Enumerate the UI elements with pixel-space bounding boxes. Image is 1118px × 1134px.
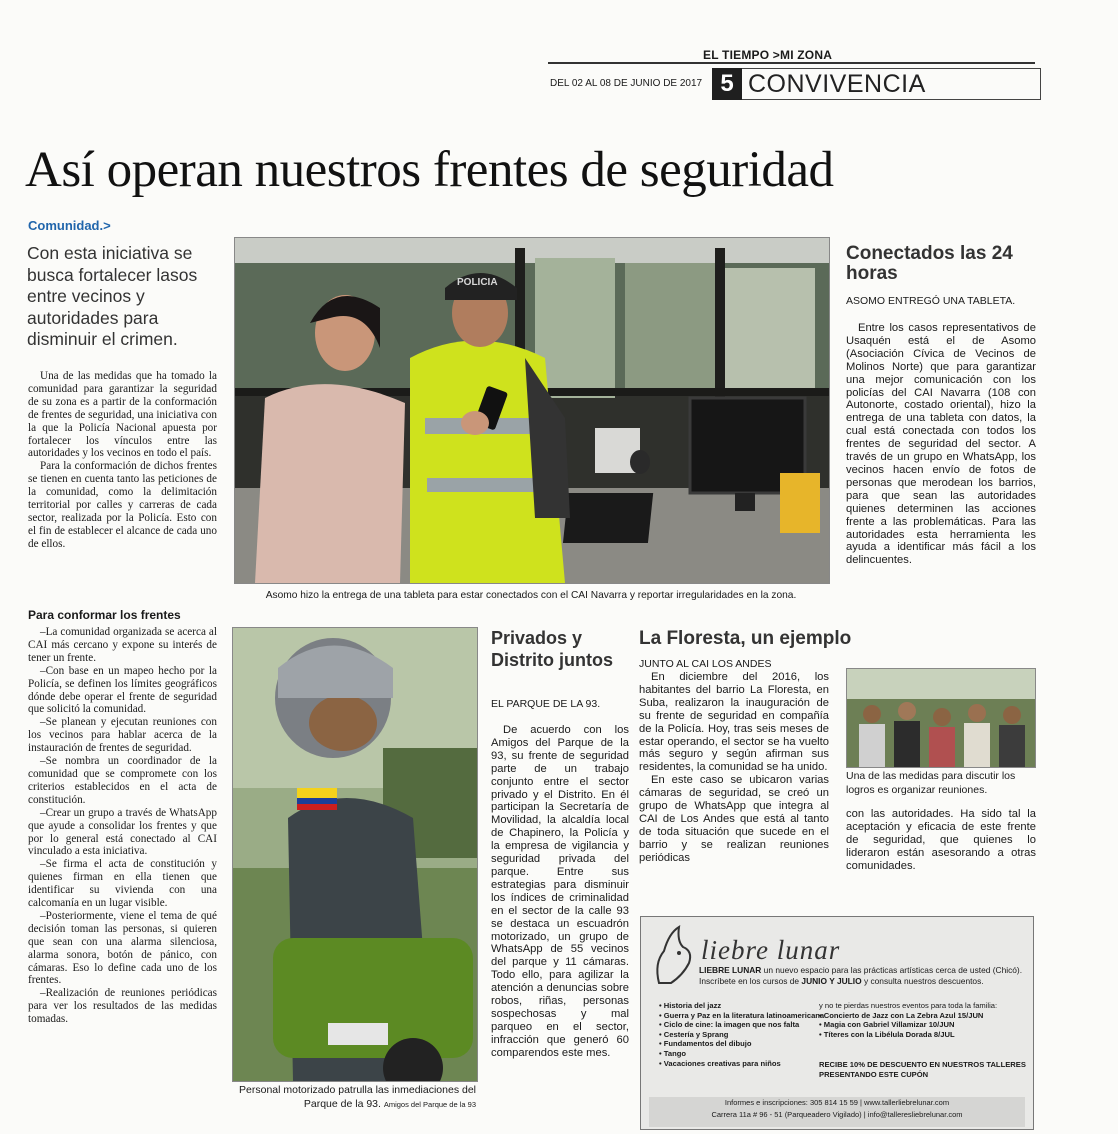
ad-footer bbox=[649, 1097, 1025, 1127]
photo-motorized-police-illustration bbox=[233, 628, 477, 1081]
ad-contact: Informes e inscripciones: 305 814 15 59 | www.tallerliebrelunar.com bbox=[724, 1098, 950, 1107]
step-item: –Realización de reuniones periódicas para ver los resultados de las medidas tomadas. bbox=[28, 987, 217, 1026]
box-floresta-continuation bbox=[846, 808, 1036, 873]
step-item: –Se planean y ejecutan reuniones con los vecinos para hablar acerca de la instauración de frentes de seguridad. bbox=[28, 716, 217, 755]
ad-event-item: • Magia con Gabriel Villamizar 10/JUN bbox=[819, 1020, 955, 1030]
box-privados-text bbox=[491, 724, 629, 1060]
box-floresta-paragraph: En este caso se ubicaron varias cámaras de seguridad, se creó un grupo de WhatsApp que integra al CAI de Los Andes que está al tanto de toda situación que sucede en el barrio y se realizan reuniones periódicas bbox=[639, 774, 829, 864]
photo-cai-tablet bbox=[234, 237, 830, 584]
box-floresta-continuation-paragraph: con las autoridades. Ha sido tal la aceptación y eficacia de este frente de seguridad, que quienes lo lideraron están asesorando a otras comunidades. bbox=[846, 808, 1036, 872]
section-name: CONVIVENCIA bbox=[742, 68, 1041, 100]
ad-brand: LIEBRE LUNAR bbox=[699, 965, 762, 975]
ad-intro-text: un nuevo espacio para las prácticas artísticas cerca de usted (Chicó). Inscríbete en los cursos de bbox=[699, 965, 1023, 986]
photo-motorized-police bbox=[232, 627, 478, 1082]
box-floresta-title: La Floresta, un ejemplo bbox=[639, 628, 852, 649]
ad-course-item: • Guerra y Paz en la literatura latinoamericana bbox=[659, 1010, 825, 1020]
photo-cai-tablet-illustration bbox=[235, 238, 829, 583]
vest-label: POLICIA bbox=[457, 277, 498, 288]
box-conectados-text bbox=[846, 322, 1036, 567]
ad-promo: RECIBE 10% DE DESCUENTO EN NUESTROS TALLERES PRESENTANDO ESTE CUPÓN bbox=[819, 1060, 1026, 1079]
steps-list bbox=[28, 626, 217, 1026]
ad-course-item: • Vacaciones creativas para niños bbox=[659, 1058, 781, 1068]
photo-community-meeting-caption: Una de las medidas para discutir los logros es organizar reuniones. bbox=[846, 770, 1016, 796]
ad-intro bbox=[699, 965, 1029, 987]
step-item: –Posteriormente, viene el tema de qué decisión toman las personas, si quieren que sean con una alarma silenciosa, alarma sonora, botón de pánico, con cámaras. Eso lo define cada uno de los frentes. bbox=[28, 909, 217, 987]
photo-cai-tablet-caption: Asomo hizo la entrega de una tableta para estar conectados con el CAI Navarra y reportar irregularidades en la zona. bbox=[265, 590, 797, 601]
box-privados-title: Privados y Distrito juntos bbox=[491, 628, 613, 670]
box-floresta-tag: JUNTO AL CAI LOS ANDES bbox=[639, 658, 772, 670]
box-conectados-title: Conectados las 24 horas bbox=[846, 243, 1013, 284]
photo-motorized-police-caption bbox=[232, 1083, 476, 1112]
intro-paragraph: Para la conformación de dichos frentes se tienen en cuenta tanto las peticiones de la comunidad, como la delimitación territorial por calles y carreras de cada sector, realizada por la Policía. Esto con el fin de establecer el alcance de cada uno de ellos. bbox=[28, 460, 217, 550]
caption-text: Personal motorizado patrulla las inmediaciones del Parque de la 93. bbox=[239, 1084, 476, 1110]
box-floresta-text bbox=[639, 671, 829, 865]
issue-date: DEL 02 AL 08 DE JUNIO DE 2017 bbox=[550, 78, 703, 89]
photo-credit: Amigos del Parque de la 93 bbox=[383, 1100, 476, 1109]
box-privados-tag: EL PARQUE DE LA 93. bbox=[491, 698, 601, 710]
header-rule bbox=[548, 62, 1035, 64]
ad-course-item: • Cestería y Sprang bbox=[659, 1029, 729, 1039]
ad-courses bbox=[659, 1001, 829, 1068]
box-privados-paragraph: De acuerdo con los Amigos del Parque de la 93, su frente de seguridad parte de un trabajo conjunto entre el sector privado y el Distrito. En él participan la Secretaría de Movilidad, la alcaldía local de Chapinero, la Policía y la empresa de vigilancia y seguridad privada del parque. Entre sus estrategias para disminuir los índices de criminalidad en el sector de la calle 93 se destaca un escuadrón motorizado, un grupo de WhatsApp de 55 vecinos del parque y 11 cámaras. Todo ello, para agilizar la atención a denuncias sobre robos, riñas, personas sospechosas y mal parqueo en el sector, infracción que generó 60 comparendos este mes. bbox=[491, 724, 629, 1059]
step-item: –La comunidad organizada se acerca al CAI más cercano y expone su interés de tener un frente. bbox=[28, 626, 217, 664]
ad-course-item: • Historia del jazz bbox=[659, 1001, 722, 1010]
step-item: –Se firma el acta de constitución y quienes firman en ella tienen que identificar su vivienda con una calcomanía en un lugar visible. bbox=[28, 858, 217, 910]
ad-course-item: • Fundamentos del dibujo bbox=[659, 1039, 752, 1049]
box-floresta-paragraph: En diciembre del 2016, los habitantes del barrio La Floresta, en Suba, realizaron la inauguración de su frente de seguridad en compañía de la Policía. Hoy, tras seis meses de estar operando, el sector se ha vuelto más seguro y según afirman sus residentes, la comunidad se ha unido. bbox=[639, 671, 829, 774]
step-item: –Con base en un mapeo hecho por la Policía, se definen los límites geográficos dónde debe operar el frente de seguridad que solicitó la comunidad. bbox=[28, 664, 217, 716]
publication-brand: EL TIEMPO >MI ZONA bbox=[703, 48, 833, 62]
kicker: Comunidad.> bbox=[28, 218, 111, 233]
liebre-lunar-ad bbox=[640, 916, 1034, 1130]
section-number: 5 bbox=[712, 68, 742, 100]
photo-community-meeting bbox=[846, 668, 1036, 768]
step-item: –Se nombra un coordinador de la comunidad que se compromete con los criterios establecidos en el acta de constitución. bbox=[28, 755, 217, 806]
ad-title: liebre lunar bbox=[701, 935, 841, 965]
intro-paragraph: Una de las medidas que ha tomado la comunidad para garantizar la seguridad de su zona es a partir de la conformación de frentes de seguridad, una iniciativa con la que la Policía Nacional apuesta por fortalecer los vínculos entre las autoridades y los vecinos en todo el país. bbox=[28, 370, 217, 460]
box-conectados-tag: ASOMO ENTREGÓ UNA TABLETA. bbox=[846, 295, 1016, 307]
ad-months: JUNIO Y JULIO bbox=[801, 976, 862, 986]
deck: Con esta iniciativa se busca fortalecer lasos entre vecinos y autoridades para disminuir el crimen. bbox=[27, 243, 198, 349]
ad-course-item: • Ciclo de cine: la imagen que nos falta bbox=[659, 1020, 800, 1030]
photo-community-meeting-illustration bbox=[847, 669, 1035, 767]
headline: Así operan nuestros frentes de seguridad bbox=[25, 142, 834, 198]
box-conectados-paragraph: Entre los casos representativos de Usaquén está el de Asomo (Asociación Cívica de Vecinos de Molinos Norte) que para garantizar una mejor comunicación con los policías del CAI Navarra (108 con Autonorte, costado oriental), hizo la entrega de una tableta con datos, la cual está conectada con todos los frentes de seguridad del sector. A través de un grupo en WhatsApp, los vecinos hacen envío de fotos de personas que merodean los barrios, para que sean las autoridades quienes determinen las acciones frente a las problemáticas. Para las autoridades esta herramienta les ayuda a identificar más fácil a los delincuentes. bbox=[846, 322, 1036, 567]
intro-text bbox=[28, 370, 217, 551]
hare-hand-icon bbox=[649, 923, 699, 993]
ad-course-item: • Tango bbox=[659, 1048, 686, 1058]
ad-events bbox=[819, 1001, 1029, 1039]
ad-event-item: • Concierto de Jazz con La Zebra Azul 15/JUN bbox=[819, 1010, 984, 1020]
ad-intro-end: y consulta nuestros descuentos. bbox=[861, 976, 984, 986]
ad-address: Carrera 11a # 96 - 51 (Parqueadero Vigilado) | info@talleresliebrelunar.com bbox=[711, 1110, 963, 1119]
ad-event-item: • Títeres con la Libélula Dorada 8/JUL bbox=[819, 1029, 955, 1039]
step-item: –Crear un grupo a través de WhatsApp que ayude a consolidar los frentes y que por lo general está conectado al CAI vinculado a esta iniciativa. bbox=[28, 806, 217, 858]
steps-subhead: Para conformar los frentes bbox=[28, 608, 181, 622]
ad-events-intro: y no te pierdas nuestros eventos para toda la familia: bbox=[819, 1001, 998, 1010]
